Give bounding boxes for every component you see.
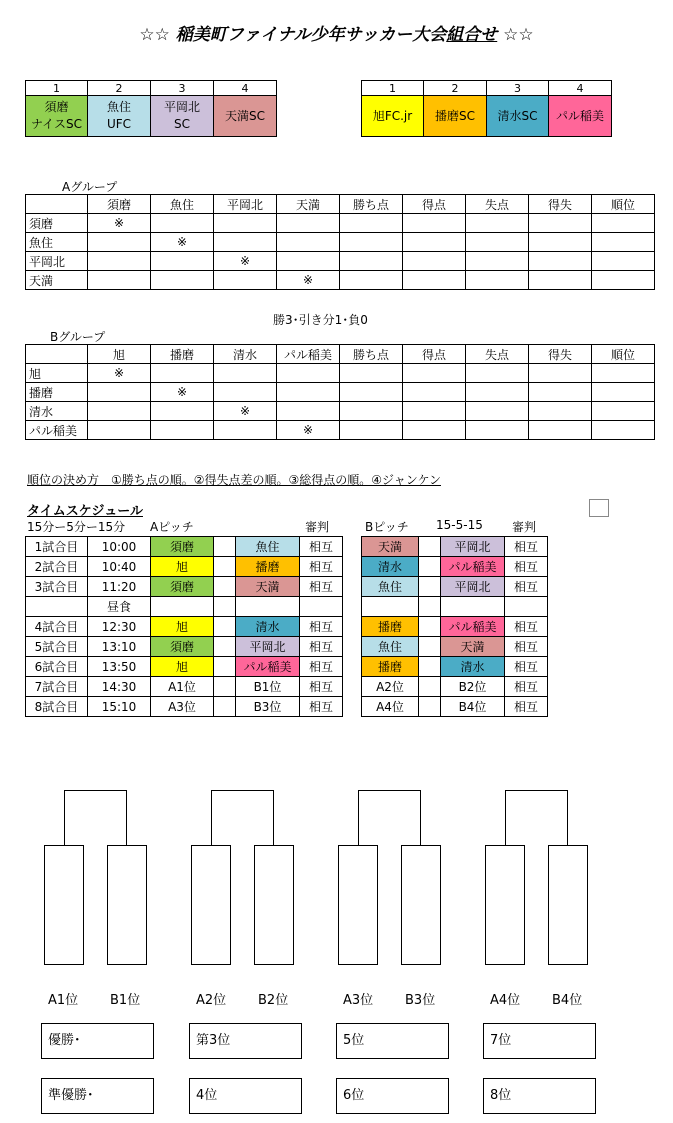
table-cell[interactable] [277,214,340,233]
bracket-slot[interactable] [107,845,147,965]
table-cell[interactable]: ※ [151,233,214,252]
pitch-a-team-1: 旭 [151,617,214,637]
column-header [26,195,88,214]
group-b-label: Bグループ [50,330,106,344]
table-cell[interactable] [151,421,214,440]
table-cell[interactable] [340,233,403,252]
result-box-seventh[interactable]: 7位 [483,1023,596,1059]
spacer [419,677,441,697]
column-header: 魚住 [151,195,214,214]
table-cell[interactable] [592,252,655,271]
pitch-b-team-1: A2位 [362,677,419,697]
table-cell[interactable] [592,233,655,252]
bracket-label: A4位 [490,993,521,1008]
table-cell[interactable] [151,402,214,421]
schedule-title: タイムスケジュール [27,504,143,519]
table-cell[interactable]: ※ [88,364,151,383]
referee-cell: 相互 [300,537,343,557]
result-box-champion[interactable]: 優勝･ [41,1023,154,1059]
pitch-a-team-1: 須磨 [151,577,214,597]
pitch-b-team-1: 魚住 [362,637,419,657]
table-cell[interactable] [214,383,277,402]
row-label[interactable]: 魚住 [26,233,88,252]
referee-cell: 相互 [505,637,548,657]
spacer [419,557,441,577]
column-header: 須磨 [88,195,151,214]
game-time: 10:00 [88,537,151,557]
pitch-a-team-2: 播磨 [236,557,300,577]
game-number [26,597,88,617]
referee-a-label: 審判 [305,520,330,534]
team-b-shimizu: 清水SC [487,96,549,137]
table-cell[interactable] [88,421,151,440]
pitch-a-label: Aピッチ [150,520,194,534]
pitch-b-team-2: パル稲美 [441,617,505,637]
table-cell[interactable] [466,383,529,402]
referee-cell: 相互 [300,677,343,697]
pitch-b-team-2: 天満 [441,637,505,657]
column-header: 失点 [466,345,529,364]
table-cell[interactable] [466,402,529,421]
spacer [214,597,236,617]
game-time: 14:30 [88,677,151,697]
table-cell[interactable] [88,233,151,252]
table-cell[interactable] [592,421,655,440]
result-box-runner-up[interactable]: 準優勝･ [41,1078,154,1114]
pitch-a-team-1: 旭 [151,557,214,577]
group-a-label: Aグループ [62,180,118,194]
pitch-b-team-1 [362,597,419,617]
game-time: 10:40 [88,557,151,577]
referee-cell: 相互 [300,557,343,577]
column-header: 勝ち点 [340,345,403,364]
table-cell[interactable] [592,214,655,233]
ranking-rule: 順位の決め方 ①勝ち点の順。②得失点差の順。③総得点の順。④ジャンケン [27,473,441,487]
table-cell[interactable] [592,271,655,290]
pitch-a-team-2 [236,597,300,617]
bracket-connector [358,790,421,845]
column-header: 旭 [88,345,151,364]
table-cell[interactable]: ※ [277,421,340,440]
result-box-third[interactable]: 第3位 [189,1023,302,1059]
table-cell[interactable] [340,364,403,383]
pitch-a-team-2: 天満 [236,577,300,597]
team-a-tenma: 天満SC [214,96,277,137]
points-note: 勝3･引き分1･負0 [273,313,368,327]
table-cell[interactable] [340,402,403,421]
group-b-table [25,344,655,440]
pitch-b-team-1: 魚住 [362,577,419,597]
table-cell[interactable] [151,214,214,233]
referee-cell: 相互 [505,617,548,637]
pitch-a-team-2: B3位 [236,697,300,717]
schedule-format: 15分ー5分ー15分 [27,520,126,534]
spacer [419,637,441,657]
game-number: 5試合目 [26,637,88,657]
table-cell[interactable] [214,233,277,252]
pitch-a-team-2: B1位 [236,677,300,697]
pitch-b-team-1: A4位 [362,697,419,717]
bracket-label: B1位 [110,993,141,1008]
referee-cell: 相互 [505,677,548,697]
pitch-b-team-2 [441,597,505,617]
table-cell[interactable] [403,364,466,383]
referee-cell: 相互 [300,617,343,637]
spacer [214,617,236,637]
table-cell[interactable] [403,214,466,233]
game-time: 13:10 [88,637,151,657]
game-number: 1試合目 [26,537,88,557]
pitch-a-team-1: A3位 [151,697,214,717]
pitch-a-team-1: 須磨 [151,537,214,557]
table-cell[interactable] [529,233,592,252]
game-number: 7試合目 [26,677,88,697]
game-number: 6試合目 [26,657,88,677]
page-title: ☆☆ 稲美町ファイナル少年サッカー大会組合せ ☆☆ [139,25,534,45]
bracket-label: A2位 [196,993,227,1008]
row-label[interactable]: 播磨 [26,383,88,402]
pitch-b-team-2: 清水 [441,657,505,677]
column-header: 順位 [592,195,655,214]
row-label[interactable]: 天満 [26,271,88,290]
pitch-b-team-2: 平岡北 [441,537,505,557]
team-a-num: 1 [26,81,88,96]
row-label[interactable]: 旭 [26,364,88,383]
game-time: 15:10 [88,697,151,717]
table-cell[interactable] [592,364,655,383]
column-header: 得失 [529,345,592,364]
table-cell[interactable] [277,402,340,421]
table-cell[interactable] [529,252,592,271]
referee-b-label: 審判 [512,520,537,534]
referee-cell: 相互 [505,537,548,557]
spacer [419,697,441,717]
column-header: 得点 [403,345,466,364]
table-cell[interactable] [403,383,466,402]
referee-cell [505,597,548,617]
schedule-table-a [25,536,343,717]
bracket-slot[interactable] [401,845,441,965]
table-cell[interactable] [277,383,340,402]
referee-cell: 相互 [300,637,343,657]
pitch-a-team-2: 魚住 [236,537,300,557]
table-cell[interactable] [592,402,655,421]
table-cell[interactable]: ※ [214,402,277,421]
row-label[interactable]: 清水 [26,402,88,421]
team-b-num: 2 [424,81,487,96]
game-time: 11:20 [88,577,151,597]
bracket-slot[interactable] [254,845,294,965]
table-cell[interactable] [277,364,340,383]
table-cell[interactable] [466,214,529,233]
bracket-connector [64,790,127,845]
referee-cell: 相互 [300,657,343,677]
spacer [214,577,236,597]
table-cell[interactable] [151,252,214,271]
spacer [214,657,236,677]
game-time: 12:30 [88,617,151,637]
table-cell[interactable] [340,421,403,440]
bracket-slot[interactable] [191,845,231,965]
team-b-num: 4 [549,81,612,96]
column-header: 得失 [529,195,592,214]
table-cell[interactable] [529,364,592,383]
team-a-num: 4 [214,81,277,96]
column-header: 天満 [277,195,340,214]
table-cell[interactable] [151,364,214,383]
table-cell[interactable] [403,421,466,440]
team-b-num: 1 [362,81,424,96]
column-header: 平岡北 [214,195,277,214]
spacer [214,697,236,717]
table-cell[interactable] [529,402,592,421]
table-cell[interactable] [466,421,529,440]
spacer [214,557,236,577]
pitch-a-team-2: 清水 [236,617,300,637]
result-box-sixth[interactable]: 6位 [336,1078,449,1114]
table-cell[interactable] [151,271,214,290]
spacer [419,597,441,617]
pitch-b-format: 15-5-15 [436,518,483,532]
table-cell[interactable] [466,252,529,271]
table-cell[interactable] [214,214,277,233]
pitch-b-label: Bピッチ [365,520,409,534]
table-cell[interactable] [214,364,277,383]
column-header: 勝ち点 [340,195,403,214]
column-header [26,345,88,364]
team-table-a [25,80,277,137]
bracket-slot[interactable] [44,845,84,965]
checkbox[interactable] [589,499,609,517]
spacer [419,537,441,557]
table-cell[interactable] [88,383,151,402]
referee-cell: 相互 [505,697,548,717]
table-cell[interactable] [88,252,151,271]
referee-cell: 相互 [505,557,548,577]
table-cell[interactable] [88,271,151,290]
table-cell[interactable] [403,252,466,271]
table-cell[interactable] [529,271,592,290]
spacer [214,537,236,557]
table-cell[interactable] [466,233,529,252]
game-time: 13:50 [88,657,151,677]
column-header: 清水 [214,345,277,364]
team-b-harima: 播磨SC [424,96,487,137]
table-cell[interactable] [403,402,466,421]
table-cell[interactable] [592,383,655,402]
pitch-a-team-1: A1位 [151,677,214,697]
table-cell[interactable] [277,233,340,252]
column-header: 得点 [403,195,466,214]
team-a-uozumi: 魚住 UFC [88,96,151,137]
table-cell[interactable] [529,214,592,233]
spacer [214,677,236,697]
column-header: 順位 [592,345,655,364]
table-cell[interactable] [277,252,340,271]
pitch-a-team-1: 旭 [151,657,214,677]
row-label[interactable]: 須磨 [26,214,88,233]
schedule-table-b [361,536,548,717]
table-cell[interactable] [340,252,403,271]
game-number: 8試合目 [26,697,88,717]
row-label[interactable]: パル稲美 [26,421,88,440]
column-header: 播磨 [151,345,214,364]
column-header: パル稲美 [277,345,340,364]
table-cell[interactable] [214,271,277,290]
bracket-label: A3位 [343,993,374,1008]
table-cell[interactable] [466,364,529,383]
bracket-slot[interactable] [485,845,525,965]
result-box-fifth[interactable]: 5位 [336,1023,449,1059]
pitch-b-team-2: B2位 [441,677,505,697]
result-box-fourth[interactable]: 4位 [189,1078,302,1114]
pitch-b-team-2: 平岡北 [441,577,505,597]
table-cell[interactable] [340,383,403,402]
team-a-num: 2 [88,81,151,96]
team-table-b [361,80,612,137]
bracket-label: B4位 [552,993,583,1008]
bracket-connector [211,790,274,845]
pitch-b-team-1: 播磨 [362,617,419,637]
table-cell[interactable] [529,383,592,402]
team-b-num: 3 [487,81,549,96]
table-cell[interactable]: ※ [277,271,340,290]
column-header: 失点 [466,195,529,214]
table-cell[interactable] [466,271,529,290]
team-a-hiraokakita: 平岡北 SC [151,96,214,137]
pitch-b-team-1: 天満 [362,537,419,557]
team-b-asahi: 旭FC.jr [362,96,424,137]
bracket-slot[interactable] [548,845,588,965]
referee-cell: 相互 [505,657,548,677]
spacer [214,637,236,657]
group-a-table [25,194,655,290]
team-b-pal-inami: パル稲美 [549,96,612,137]
table-cell[interactable]: ※ [214,252,277,271]
bracket-label: A1位 [48,993,79,1008]
table-cell[interactable] [340,271,403,290]
table-cell[interactable] [88,402,151,421]
game-number: 3試合目 [26,577,88,597]
pitch-b-team-2: パル稲美 [441,557,505,577]
table-cell[interactable] [214,421,277,440]
spacer [419,577,441,597]
row-label[interactable]: 平岡北 [26,252,88,271]
bracket-label: B3位 [405,993,436,1008]
result-box-eighth[interactable]: 8位 [483,1078,596,1114]
spacer [419,657,441,677]
pitch-a-team-2: パル稲美 [236,657,300,677]
pitch-a-team-2: 平岡北 [236,637,300,657]
bracket-label: B2位 [258,993,289,1008]
game-number: 4試合目 [26,617,88,637]
table-cell[interactable] [403,233,466,252]
table-cell[interactable]: ※ [88,214,151,233]
game-time: 昼食 [88,597,151,617]
referee-cell: 相互 [300,697,343,717]
referee-cell: 相互 [505,577,548,597]
referee-cell: 相互 [300,577,343,597]
pitch-a-team-1: 須磨 [151,637,214,657]
table-cell[interactable]: ※ [151,383,214,402]
team-a-suma: 須磨 ナイスSC [26,96,88,137]
pitch-a-team-1 [151,597,214,617]
pitch-b-team-1: 播磨 [362,657,419,677]
team-a-num: 3 [151,81,214,96]
table-cell[interactable] [340,214,403,233]
pitch-b-team-1: 清水 [362,557,419,577]
table-cell[interactable] [529,421,592,440]
bracket-connector [505,790,568,845]
pitch-b-team-2: B4位 [441,697,505,717]
bracket-slot[interactable] [338,845,378,965]
spacer [419,617,441,637]
table-cell[interactable] [403,271,466,290]
referee-cell [300,597,343,617]
game-number: 2試合目 [26,557,88,577]
